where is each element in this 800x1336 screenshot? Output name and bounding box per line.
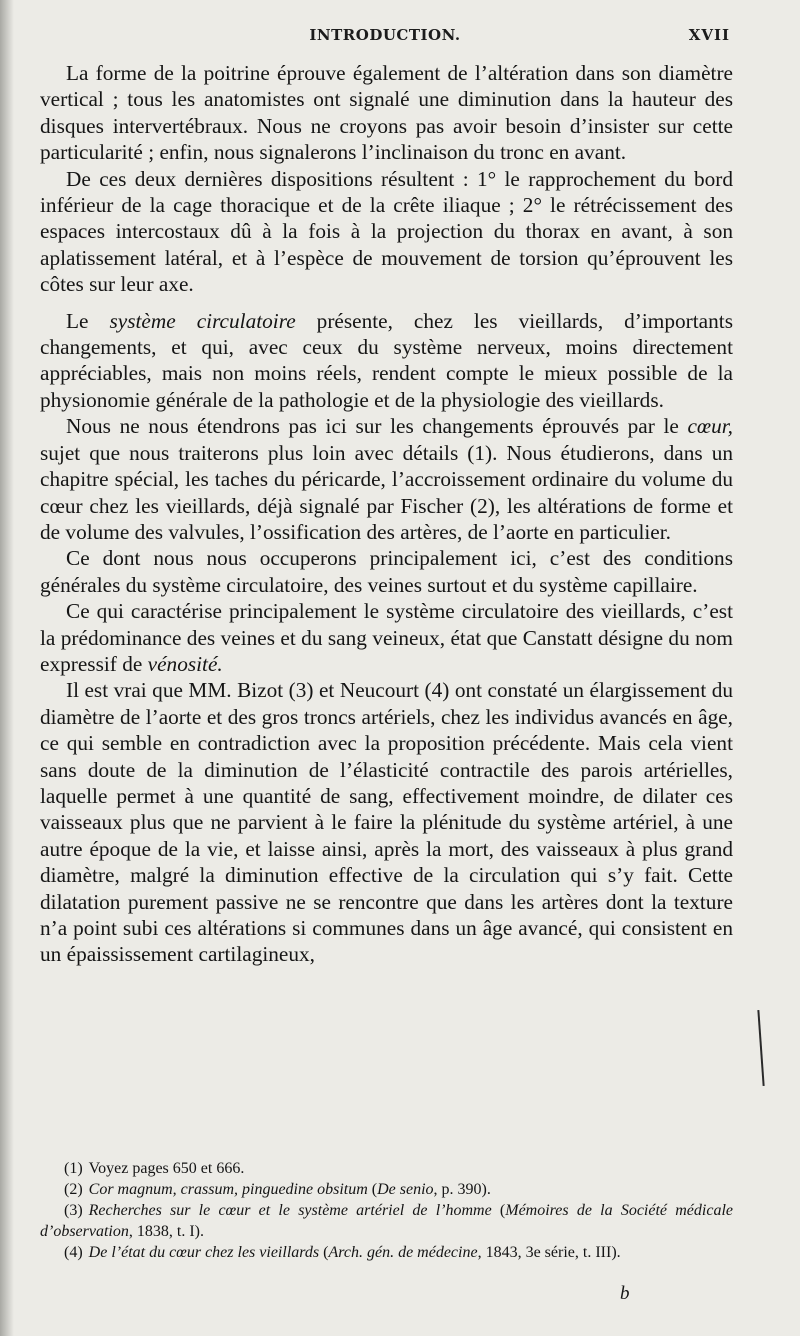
emphasis-text: système circulatoire [109,308,296,333]
paragraph-general-conditions: Ce dont nous nous occuperons principalement ici, c’est des conditions générales du système circulatoire, des veines surtout et du système capillaire. [40,546,733,597]
paragraph-circulatory-system [40,308,733,414]
footnote-italic-text: Recherches sur le cœur et le système artériel de l’homme [88,1202,492,1219]
footnote-text: , 1838, t. I). [128,1223,204,1240]
footnote-2 [40,1179,733,1200]
footnote-number: (3) [64,1202,83,1219]
footnote-text: ( [367,1181,378,1198]
footnote-number: (1) [64,1160,83,1177]
paragraph-text: Nous ne nous étendrons pas ici sur les changements éprouvés par le [66,414,688,439]
paragraph-heart [40,413,733,545]
running-title: INTRODUCTION. [309,26,461,44]
signature-mark: b [620,1283,630,1304]
footnote-number: (2) [64,1181,83,1198]
footnote-text: , 1843, 3e série, t. III). [477,1244,621,1261]
footnote-italic-text: Mémoires de la Société médicale d’observation [40,1202,733,1240]
footnote-text: ( [491,1202,506,1219]
footnote-4 [40,1242,733,1263]
margin-pencil-mark [757,1010,764,1086]
paragraph-text: Ce qui caractérise principalement le système circulatoire des vieillards, c’est la prédominance des veines et du sang veineux, état que Canstatt désigne du nom expressif de [40,599,733,676]
footnote-text: , p. 390). [433,1181,491,1198]
paragraph-chest-form: La forme de la poitrine éprouve également de l’altération dans son diamètre vertical ; tous les anatomistes ont signalé une diminution dans la hauteur des disques intervertébraux. Nous ne croyons pas avoir besoin d’insister sur cette particularité ; enfin, nous signalerons l’inclinaison du tronc en avant. [40,61,733,165]
footnote-3 [40,1200,733,1242]
body-text [40,60,733,968]
paragraph-text: sujet que nous traiterons plus loin avec détails (1). Nous étudierons, dans un chapitre spécial, les taches du péricarde, l’accroissement ordinaire du volume du cœur chez les vieillards, déjà signalé par Fischer (2), les altérations de forme et de volume des valvules, l’ossification des artères, de l’aorte en particulier. [40,440,733,544]
paragraph-dispositions: De ces deux dernières dispositions résultent : 1° le rapprochement du bord inférieur de la cage thoracique et de la crête iliaque ; 2° le rétrécissement des espaces intercostaux dû à la fois à la projection du thorax en avant, à son aplatissement latéral, et à l’espèce de mouvement de torsion qu’éprouvent les côtes sur leur axe. [40,166,733,297]
emphasis-text: vénosité. [147,651,223,676]
footnote-italic-text: Arch. gén. de médecine [328,1244,478,1261]
paragraph-venosity [40,598,733,677]
paragraph-aorta: Il est vrai que MM. Bizot (3) et Neucourt (4) ont constaté un élargissement du diamètre de l’aorte et des gros troncs artériels, chez les individus avancés en âge, ce qui semble en contradiction avec la proposition précédente. Mais cela vient sans doute de la diminution de l’élasticité contractile des parois artérielles, laquelle permet à une quantité de sang, effectivement moindre, de dilater ces vaisseaux plus que ne parvient à le faire la plénitude du système artériel, à une autre époque de la vie, et laisse ainsi, après la mort, des vaisseaux à plus grand diamètre, malgré la diminution effective de la circulation qui s’y fait. Cette dilatation purement passive ne se rencontre que dans les artères dont la texture n’a point subi ces altérations si communes dans un âge avancé, qui consistent en un épaississement cartilagineux, [40,678,733,967]
paragraph-text: présente, chez les vieillards, d’importants changements, et qui, avec ceux du système nerveux, moins directement appréciables, mais non moins réels, rendent compte le mieux possible de la physionomie générale de la pathologie et de la physiologie des vieillards. [40,308,733,412]
footnote-1 [40,1158,733,1179]
footnote-italic-text: De l’état du cœur chez les vieillards [88,1244,320,1261]
footnote-text: ( [319,1244,329,1261]
paragraph-text: Le [66,308,110,333]
footnotes [40,1158,733,1263]
footnote-text: Voyez pages 650 et 666. [88,1160,245,1177]
footnote-italic-text: Cor magnum, crassum, pinguedine obsitum [88,1181,368,1198]
emphasis-text: cœur, [687,414,733,439]
footnote-italic-text: De senio [377,1181,434,1198]
page-number: XVII [688,26,730,44]
footnote-number: (4) [64,1244,83,1261]
running-header [40,26,730,50]
